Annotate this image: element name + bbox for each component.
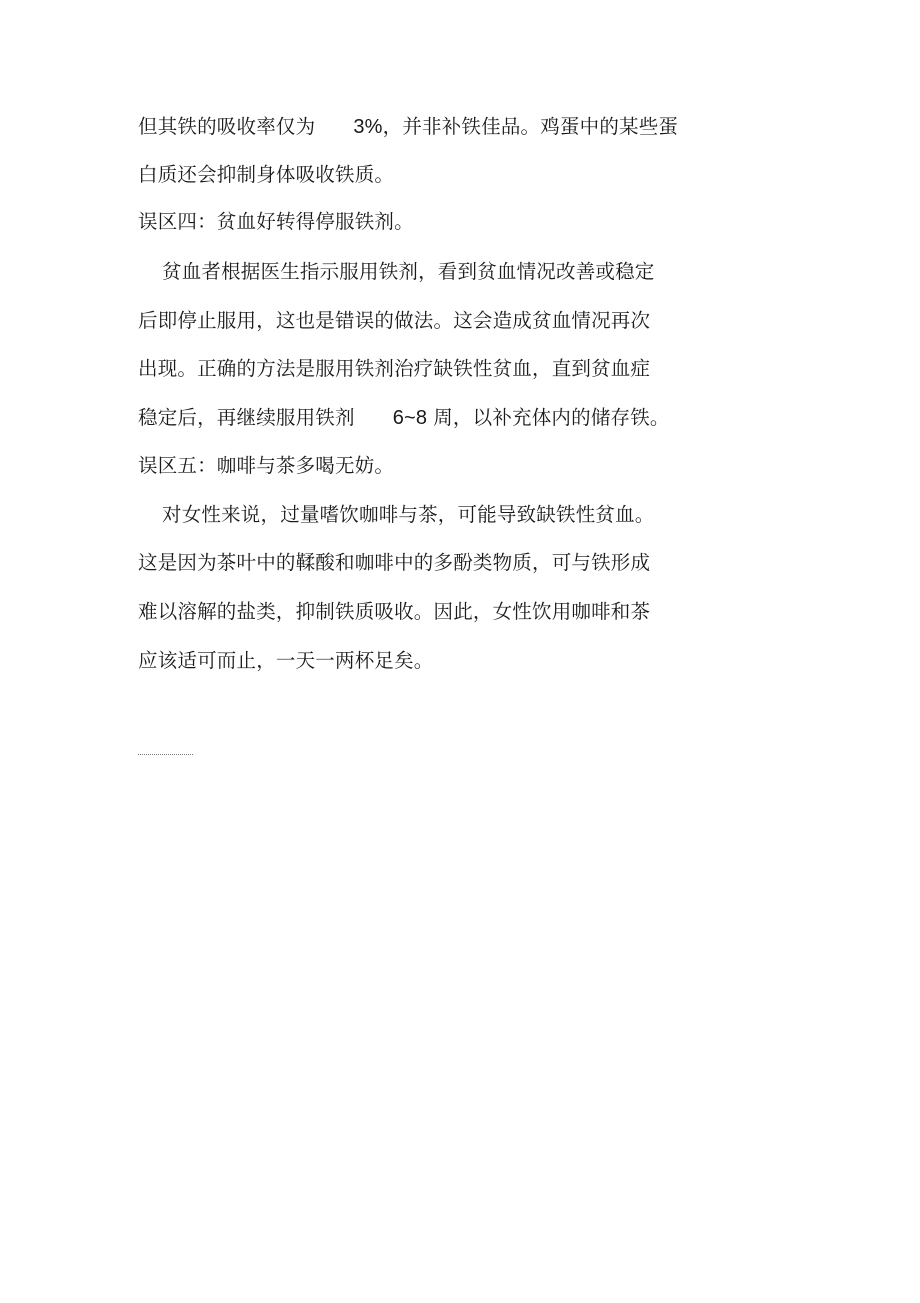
paragraph-1-line-1 [138,112,678,142]
footnote-separator [138,754,193,755]
paragraph-3-line-1: 对女性来说，过量嗜饮咖啡与茶，可能导致缺铁性贫血。 [162,503,655,526]
paragraph-1-line-2: 白质还会抑制身体吸收铁质。 [138,163,395,186]
myth-5-heading: 误区五：咖啡与茶多喝无妨。 [138,454,395,477]
paragraph-2-line-4 [138,403,670,433]
text-segment: 稳定后，再继续服用铁剂 [138,406,355,429]
text-segment: 但其铁的吸收率仅为 [138,115,316,138]
paragraph-3-line-3: 难以溶解的盐类，抑制铁质吸收。因此，女性饮用咖啡和茶 [138,600,651,623]
paragraph-2-line-3: 出现。正确的方法是服用铁剂治疗缺铁性贫血，直到贫血症 [138,357,651,380]
duration-value: 6~8 [392,407,428,429]
text-segment: ，并非补铁佳品。鸡蛋中的某些蛋 [382,115,679,138]
paragraph-3-line-4: 应该适可而止，一天一两杯足矣。 [138,649,434,672]
paragraph-2-line-2: 后即停止服用，这也是错误的做法。这会造成贫血情况再次 [138,309,651,332]
myth-4-heading: 误区四：贫血好转得停服铁剂。 [138,210,414,233]
paragraph-2-line-1: 贫血者根据医生指示服用铁剂，看到贫血情况改善或稳定 [162,260,655,283]
paragraph-3-line-2: 这是因为茶叶中的鞣酸和咖啡中的多酚类物质，可与铁形成 [138,551,651,574]
percent-value: 3% [353,116,383,138]
text-segment: 周，以补充体内的储存铁。 [433,406,670,429]
